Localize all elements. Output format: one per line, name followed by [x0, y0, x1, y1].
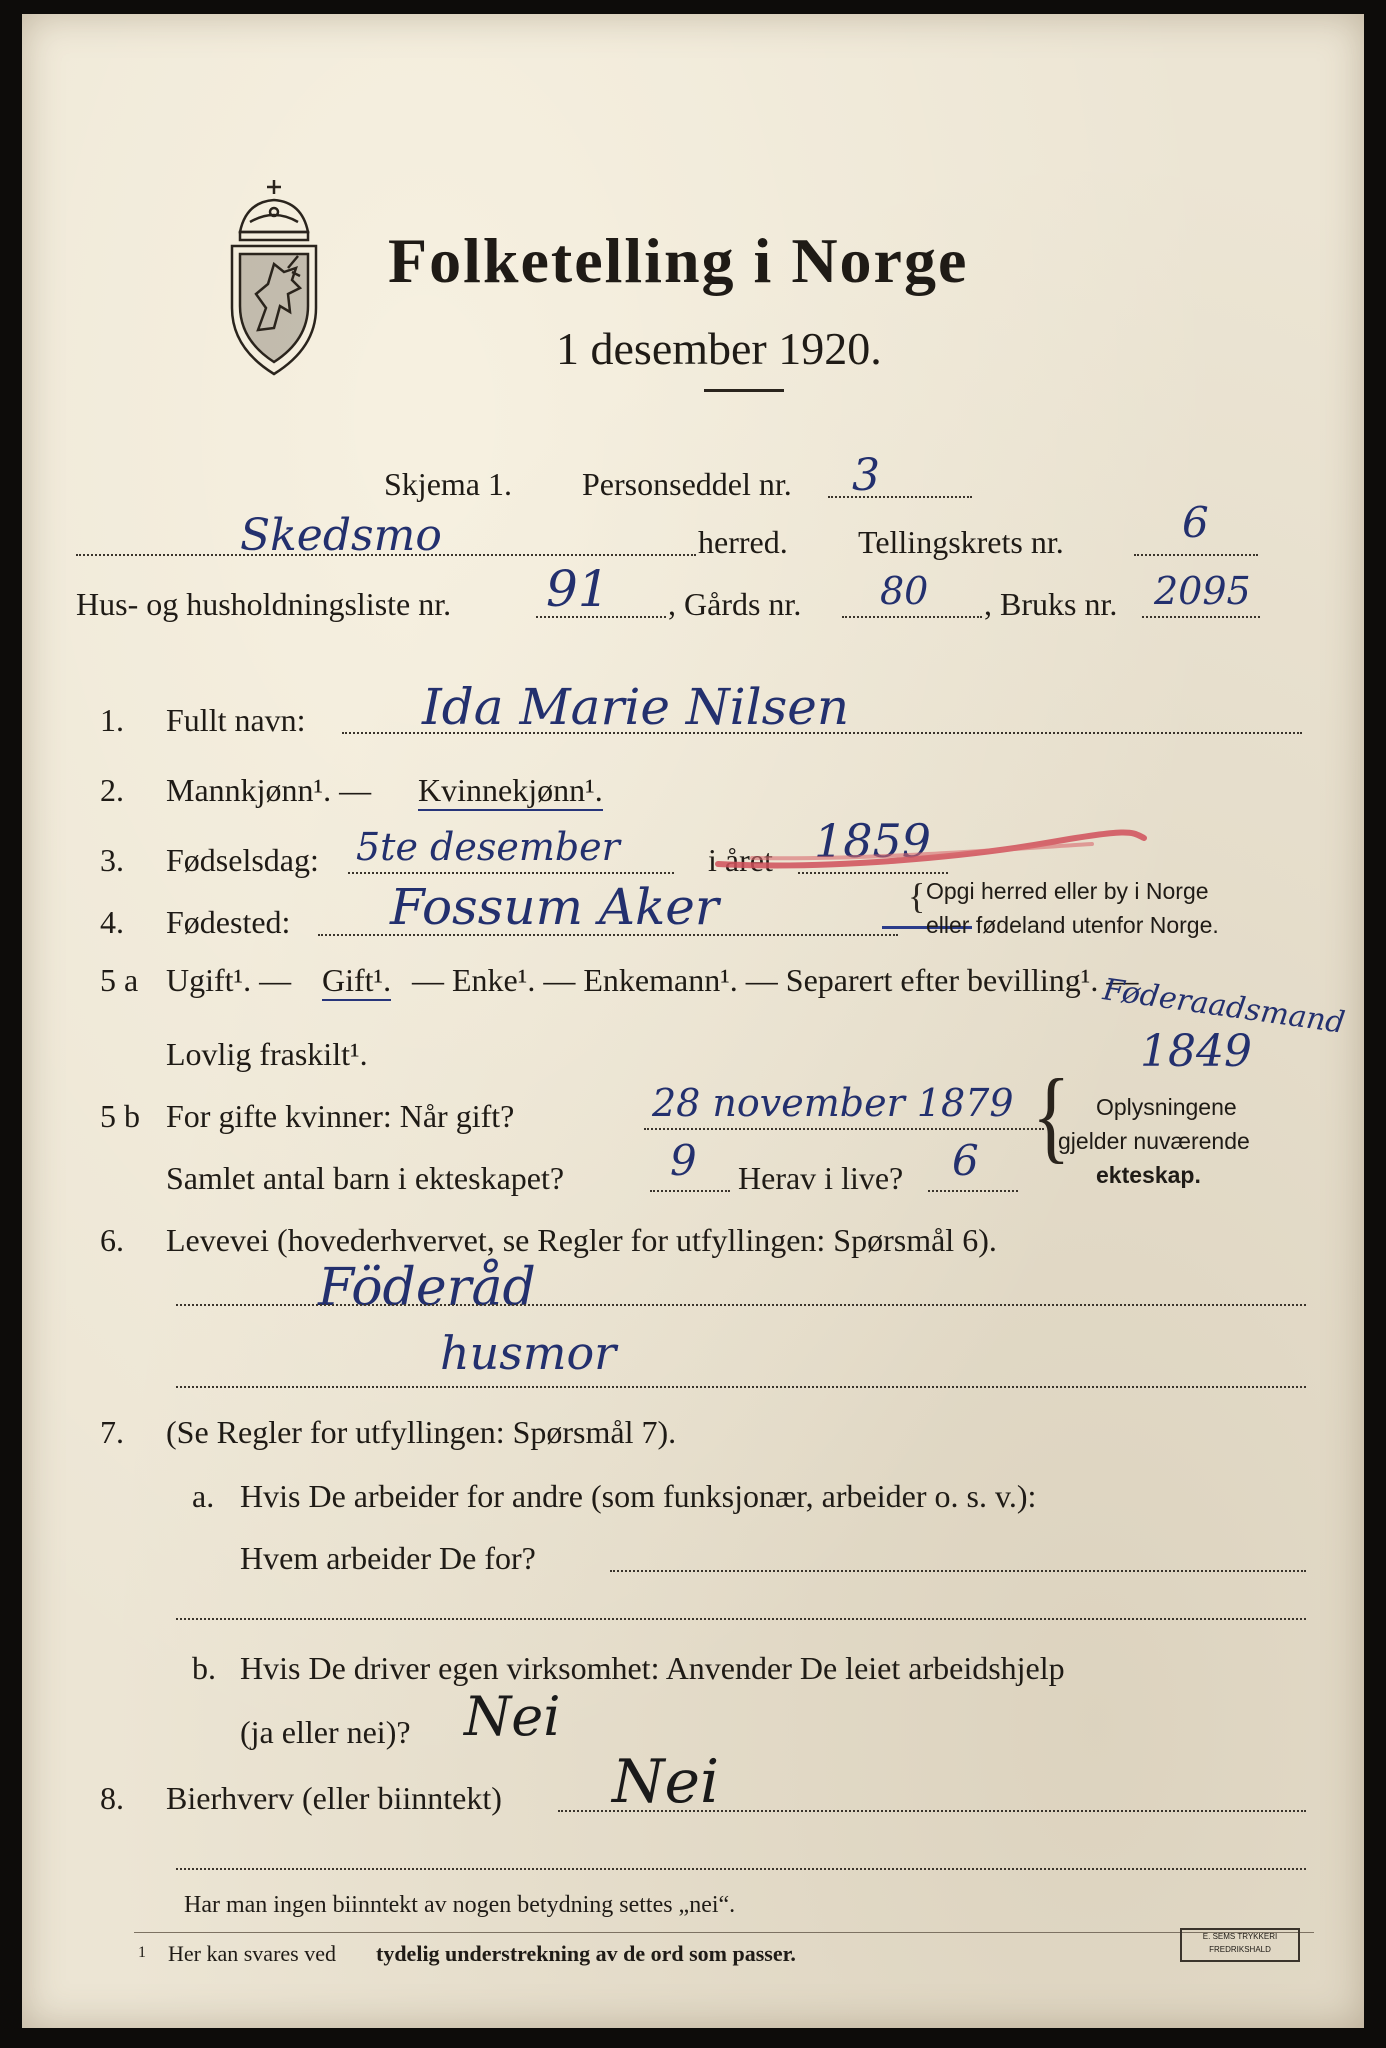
- q5a-number: 5 a: [100, 962, 139, 998]
- footnote-number: 1: [138, 1944, 146, 1961]
- full-name-value[interactable]: Ida Marie Nilsen: [422, 678, 850, 736]
- q5b-barn-label: Samlet antal barn i ekteskapet?: [166, 1160, 565, 1196]
- q7-label: (Se Regler for utfyllingen: Spørsmål 7).: [166, 1414, 677, 1450]
- q1-label: Fullt navn:: [166, 702, 306, 738]
- q6-line2: [176, 1386, 1306, 1388]
- children-total-value[interactable]: 9: [670, 1136, 697, 1185]
- gards-line: [842, 616, 982, 618]
- side-income-value[interactable]: Nei: [612, 1747, 720, 1817]
- q4-label: Fødested:: [166, 904, 291, 940]
- herred-value[interactable]: Skedsmo: [240, 510, 442, 561]
- q7a-text2: Hvem arbeider De for?: [240, 1540, 536, 1576]
- birthday-value[interactable]: 5te desember: [356, 825, 620, 869]
- birthplace-value[interactable]: Fossum Aker: [390, 878, 719, 936]
- q3-number: 3.: [100, 842, 124, 878]
- tellingskrets-line: [1134, 554, 1258, 556]
- q5b-note-line2: gjelder nuværende: [1058, 1128, 1250, 1154]
- q5b-ilive-line: [928, 1190, 1018, 1192]
- annotation-foderaadsmand: Føderaadsmand: [1100, 972, 1348, 1041]
- title-divider: [704, 389, 784, 392]
- q6-number: 6.: [100, 1222, 124, 1258]
- footnote-divider: [134, 1932, 1314, 1933]
- gards-label: , Gårds nr.: [668, 586, 802, 622]
- q5b-line: [644, 1128, 1044, 1130]
- q4-brace: {: [908, 876, 926, 916]
- q7a-line1: [610, 1570, 1306, 1572]
- census-date: 1 desember 1920.: [556, 323, 882, 374]
- q3-label: Fødselsdag:: [166, 842, 319, 878]
- q7b-text: Hvis De driver egen virksomhet: Anvender De leiet arbeidshjelp: [240, 1650, 1065, 1686]
- tellingskrets-value[interactable]: 6: [1182, 498, 1209, 547]
- q7a-letter: a.: [192, 1478, 215, 1514]
- personseddel-value[interactable]: 3: [852, 450, 880, 501]
- q3-year-label: i året: [708, 842, 773, 878]
- q2-male: Mannkjønn¹. —: [166, 772, 372, 808]
- birth-year-value[interactable]: 1859: [814, 814, 932, 868]
- married-date-value[interactable]: 28 november 1879: [652, 1081, 1014, 1125]
- q5a-gift-underlined[interactable]: Gift¹.: [322, 964, 391, 1001]
- hired-help-value[interactable]: Nei: [464, 1685, 561, 1748]
- q5a-ugift: Ugift¹. —: [166, 962, 292, 998]
- herred-label: herred.: [698, 524, 788, 560]
- q5a-line2: Lovlig fraskilt¹.: [166, 1036, 368, 1072]
- bruks-label: , Bruks nr.: [984, 586, 1118, 622]
- q5b-brace: {: [1032, 1058, 1071, 1174]
- q5b-barn-line: [650, 1190, 730, 1192]
- printer-line1: E. SEMS TRYKKERI: [1202, 1932, 1278, 1941]
- q8-number: 8.: [100, 1780, 124, 1816]
- husliste-value[interactable]: 91: [546, 560, 610, 618]
- occupation-value-1[interactable]: Föderåd: [318, 1258, 536, 1318]
- form-title: Folketelling i Norge: [388, 225, 969, 296]
- q7b-text2: (ja eller nei)?: [240, 1714, 411, 1750]
- q5a-rest: — Enke¹. — Enkemann¹. — Separert efter bevilling¹. —: [412, 962, 1139, 998]
- q7a-line2: [176, 1618, 1306, 1620]
- gards-value[interactable]: 80: [880, 569, 929, 613]
- occupation-value-2[interactable]: husmor: [440, 1326, 617, 1380]
- skjema-label: Skjema 1.: [384, 466, 512, 502]
- q3-line: [348, 872, 674, 874]
- q2-number: 2.: [100, 772, 124, 808]
- q5b-number: 5 b: [100, 1098, 140, 1134]
- q1-number: 1.: [100, 702, 124, 738]
- q6-line1: [176, 1304, 1306, 1306]
- annotation-year: 1849: [1140, 1026, 1252, 1077]
- q8-line2: [176, 1868, 1306, 1870]
- q4-note-line1: Opgi herred eller by i Norge: [926, 878, 1209, 904]
- footnote-text-a: Her kan svares ved: [168, 1941, 336, 1966]
- q8-label: Bierhverv (eller biinntekt): [166, 1780, 502, 1816]
- q7b-letter: b.: [192, 1650, 216, 1686]
- printer-line2: FREDRIKSHALD: [1209, 1945, 1271, 1954]
- personseddel-line: [828, 496, 972, 498]
- q4-note-line2: eller fødeland utenfor Norge.: [926, 912, 1219, 938]
- children-alive-value[interactable]: 6: [952, 1136, 979, 1185]
- coat-of-arms-icon: [218, 172, 330, 382]
- q5b-note-line3: ekteskap.: [1096, 1162, 1201, 1188]
- bruks-value[interactable]: 2095: [1154, 569, 1251, 613]
- q5b-label: For gifte kvinner: Når gift?: [166, 1098, 515, 1134]
- tellingskrets-label: Tellingskrets nr.: [858, 524, 1064, 560]
- q4-number: 4.: [100, 904, 124, 940]
- footnote-text-b: tydelig understrekning av de ord som passer.: [376, 1941, 796, 1966]
- q5b-note-line1: Oplysningene: [1096, 1094, 1237, 1120]
- q6-label: Levevei (hovederhvervet, se Regler for utfyllingen: Spørsmål 6).: [166, 1222, 997, 1258]
- census-form-page: [22, 14, 1364, 2028]
- q2-female-underlined[interactable]: Kvinnekjønn¹.: [418, 774, 603, 811]
- q5b-ilive-label: Herav i live?: [738, 1160, 904, 1196]
- footer-note: Har man ingen biinntekt av nogen betydning settes „nei“.: [184, 1892, 736, 1918]
- bruks-line: [1142, 616, 1260, 618]
- red-pencil-mark: [712, 814, 1152, 880]
- q7-number: 7.: [100, 1414, 124, 1450]
- husliste-label: Hus- og husholdningsliste nr.: [76, 586, 452, 622]
- personseddel-label: Personseddel nr.: [582, 466, 792, 502]
- q7a-text: Hvis De arbeider for andre (som funksjonær, arbeider o. s. v.):: [240, 1478, 1037, 1514]
- printer-stamp: [1180, 1928, 1300, 1962]
